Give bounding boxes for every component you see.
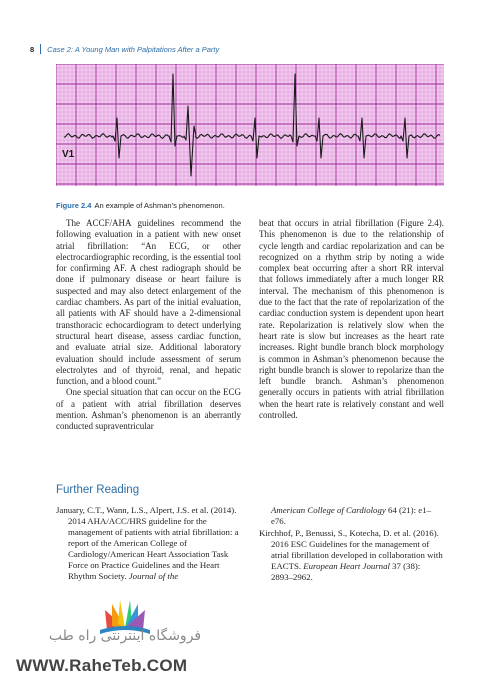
references-column-left	[56, 505, 241, 583]
figure-caption-text: An example of Ashman’s phenomenon.	[94, 201, 225, 210]
paragraph: One special situation that can occur on the ECG of a patient with atrial fibrillation deserves mention. Ashman’s phenomenon is an aberrantly conducted supraventricular	[56, 387, 241, 432]
figure-caption	[56, 201, 225, 210]
figure-label: Figure 2.4	[56, 201, 92, 210]
body-column-right	[259, 218, 444, 421]
further-reading-heading: Further Reading	[56, 484, 140, 496]
ecg-background	[56, 64, 444, 186]
page-number: 8	[30, 44, 35, 54]
paragraph: The ACCF/AHA guidelines recommend the following evaluation in a patient with new onset atrial fibrillation: “An ECG, or other electrocardiographic recording, is the essential tool for confirming AF. A chest radiograph should be done if pulmonary disease or heart failure is suspected and may also detect enlargement of the cardiac chambers. As part of the initial evaluation, all patients with AF should have a 2-dimensional transthoracic echocardiogram to detect underlying structural heart disease, assess cardiac function, and evaluate atrial size. Additional laboratory evaluation should include assessment of serum electrolytes and of thyroid, renal, and hepatic function, and a blood count.”	[56, 218, 241, 387]
running-header	[30, 44, 219, 54]
watermark-logo	[0, 590, 250, 700]
ecg-rhythm-strip	[56, 64, 444, 186]
header-divider	[40, 44, 41, 54]
references-column-right	[259, 505, 444, 584]
watermark-url: WWW.RaheTeb.COM	[16, 656, 188, 675]
lead-label: V1	[62, 149, 75, 160]
reference-item: Kirchhof, P., Benussi, S., Kotecha, D. et al. (2016). 2016 ESC Guidelines for the management of atrial fibrillation developed in collaboration with EACTS. European Heart Journal 37 (38): 2893–2962.	[259, 528, 443, 582]
body-column-left	[56, 218, 241, 433]
paragraph: beat that occurs in atrial fibrillation (Figure 2.4). This phenomenon is due to the relationship of cycle length and cardiac repolarization and can be recognized on a rhythm strip by noting a wide complex beat occurring after a short RR interval that follows immediately after a much longer RR interval. The mechanism of this phenomenon is due to the fact that the rate of repolarization of the cardiac conduction system is dependent upon heart rate. Repolarization is relatively slow when the heart rate is slow but increases as the heart rate increases. Right bundle branch block morphology is common in Ashman’s phenomenon because the right bundle branch is slower to repolarize than the left bundle branch. Ashman’s phenomenon generally occurs in patients with atrial fibrillation when the heart rate is relatively constant and well controlled.	[259, 218, 444, 421]
reference-item: January, C.T., Wann, L.S., Alpert, J.S. et al. (2014). 2014 AHA/ACC/HRS guideline for the management of patients with atrial fibrillation: a report of the American College of Cardiology/American Heart Association Task Force on Practice Guidelines and the Heart Rhythm Society. Journal of the	[56, 505, 239, 581]
running-title: Case 2: A Young Man with Palpitations After a Party	[47, 44, 220, 54]
reference-continuation: American College of Cardiology 64 (21): e1–e76.	[271, 505, 431, 526]
watermark-persian-text: فروشگاه اینترنتی راه طب	[48, 628, 202, 644]
